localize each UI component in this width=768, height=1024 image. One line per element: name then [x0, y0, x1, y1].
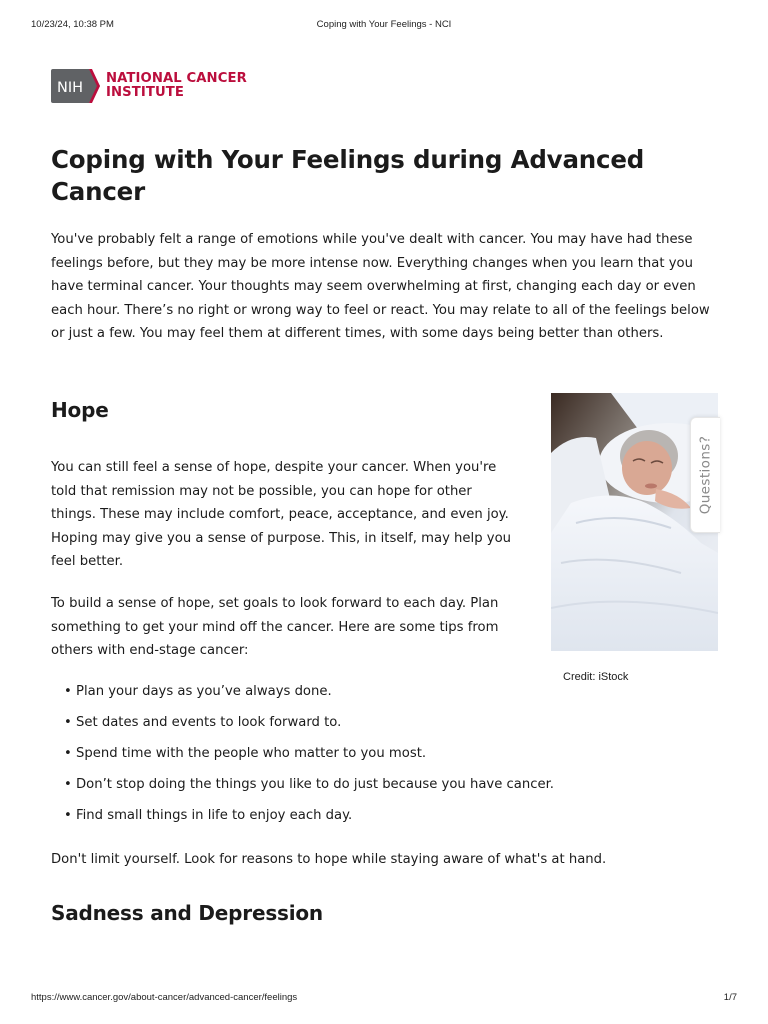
page-title: Coping with Your Feelings during Advanced Cancer — [51, 145, 645, 206]
questions-tab-label: Questions? — [697, 435, 714, 515]
print-datetime: 10/23/24, 10:38 PM — [31, 19, 114, 30]
logo-wordmark — [106, 72, 247, 100]
section-heading-sadness-depression: Sadness and Depression — [51, 901, 323, 925]
list-item: • Spend time with the people who matter to you most. — [64, 742, 704, 773]
questions-tab-button[interactable] — [690, 417, 720, 533]
print-url: https://www.cancer.gov/about-cancer/advanced-cancer/feelings — [31, 992, 298, 1003]
list-item: • Don’t stop doing the things you like to do just because you have cancer. — [64, 773, 704, 804]
section-heading-hope: Hope — [51, 398, 109, 422]
nih-badge-icon — [51, 69, 100, 103]
list-item: • Set dates and events to look forward to. — [64, 711, 704, 742]
print-page-title: Coping with Your Feelings - NCI — [316, 19, 452, 30]
hope-tips-list — [64, 680, 704, 835]
logo-line-1: NATIONAL CANCER — [106, 71, 247, 86]
image-caption: Credit: iStock — [563, 671, 629, 683]
logo-line-2: INSTITUTE — [106, 85, 184, 100]
hope-paragraph-1: You can still feel a sense of hope, despite your cancer. When you're told that remission may not be possible, you can hope for other things. These may include comfort, peace, acceptance, and even joy. Hoping may give you a sense of purpose. This, in itself, may help you feel better. — [51, 460, 511, 569]
hope-closing-paragraph: Don't limit yourself. Look for reasons to hope while staying aware of what's at hand. — [51, 852, 607, 867]
list-item: • Plan your days as you’ve always done. — [64, 680, 704, 711]
intro-paragraph: You've probably felt a range of emotions while you've dealt with cancer. You may have had these feelings before, but they may be more intense now. Everything changes when you learn that you have terminal cancer. Your thoughts may seem overwhelming at first, changing each day or even each hour. There’s no right or wrong way to feel or react. You may relate to all of the feelings below or just a few. You may feel them at different times, with some days being better than others. — [51, 232, 710, 341]
print-header — [0, 19, 768, 33]
nih-badge-text: NIH — [56, 80, 84, 96]
print-footer — [0, 992, 768, 1006]
print-page-number: 1/7 — [723, 992, 737, 1003]
nci-logo[interactable] — [51, 69, 247, 103]
list-item: • Find small things in life to enjoy each day. — [64, 804, 704, 835]
hope-paragraph-2: To build a sense of hope, set goals to look forward to each day. Plan something to get your mind off the cancer. Here are some tips from others with end-stage cancer: — [51, 596, 499, 658]
